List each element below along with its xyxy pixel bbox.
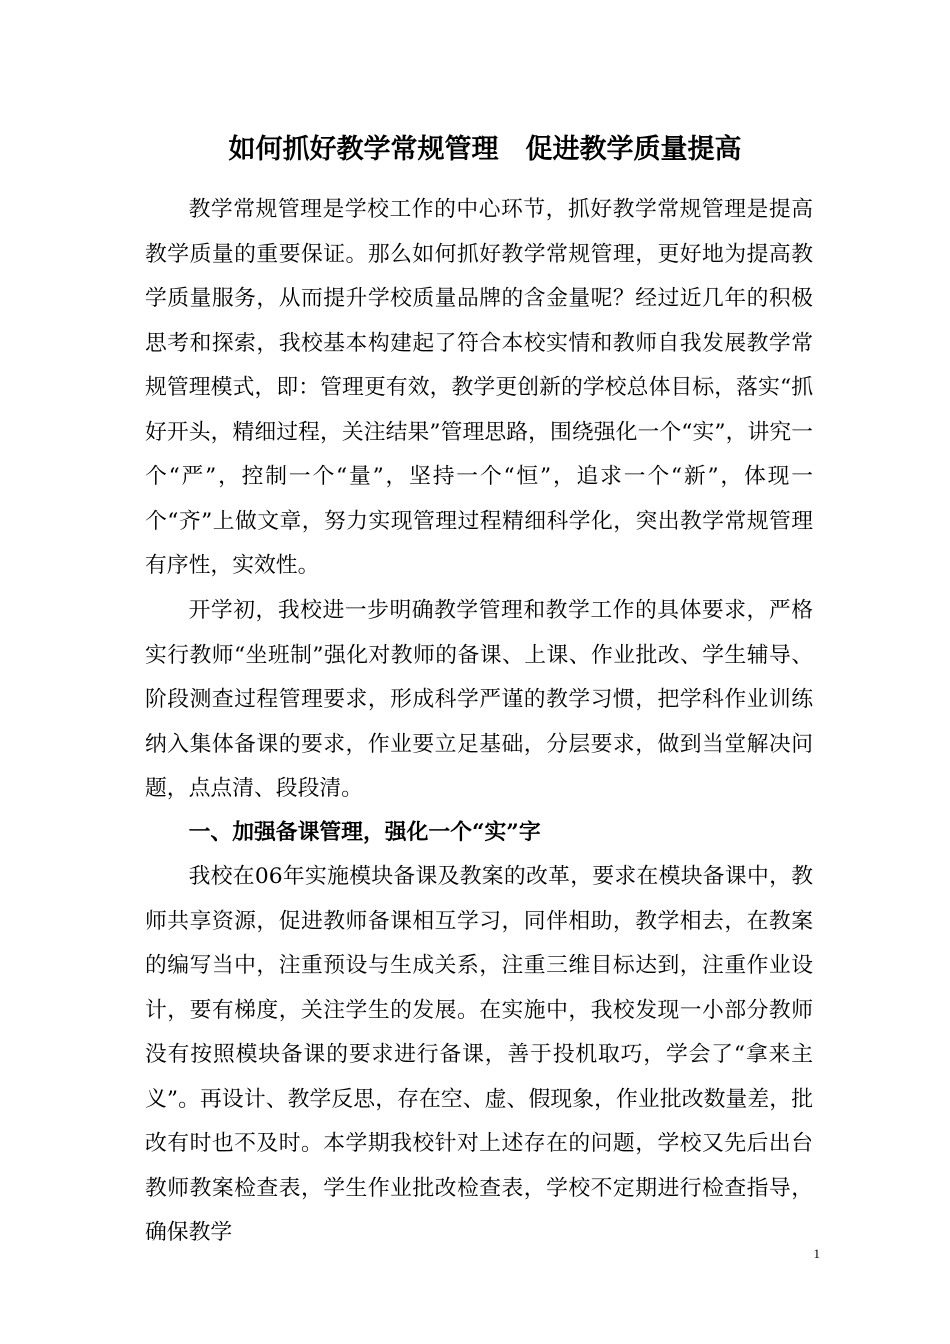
section-heading: 一、加强备课管理，强化一个“实”字 [188, 820, 541, 845]
document-title: 如何抓好教学常规管理 促进教学质量提高 [228, 134, 742, 165]
page-number: 1 [813, 1246, 820, 1261]
paragraph-lesson-prep: 我校在06年实施模块备课及教案的改革，要求在模块备课中，教师共享资源，促进教师备课相互学习，同伴相助，教学相去，在教案的编写当中，注重预设与生成关系，注重三维目标达到，注重作业设计，要有梯度，关注学生的发展。在实施中，我校发现一小部分教师没有按照模块备课的要求进行备课，善于投机取巧，学会了“拿来主义”。再设计、教学反思，存在空、虚、假现象，作业批改数量差，批改有时也不及时。本学期我校针对上述存在的问题，学校又先后出台教师教案检查表，学生作业批改检查表，学校不定期进行检查指导，确保教学 [145, 864, 813, 1245]
paragraph-semester-start: 开学初，我校进一步明确教学管理和教学工作的具体要求，严格实行教师“坐班制”强化对教师的备课、上课、作业批改、学生辅导、阶段测查过程管理要求，形成科学严谨的教学习惯，把学科作业训练纳入集体备课的要求，作业要立足基础，分层要求，做到当堂解决问题，点点清、段段清。 [145, 598, 813, 801]
paragraph-intro: 教学常规管理是学校工作的中心环节，抓好教学常规管理是提高教学质量的重要保证。那么如何抓好教学常规管理，更好地为提高教学质量服务，从而提升学校质量品牌的含金量呢？经过近几年的积极思考和探索，我校基本构建起了符合本校实情和教师自我发展教学常规管理模式，即：管理更有效，教学更创新的学校总体目标，落实“抓好开头，精细过程，关注结果”管理思路，围绕强化一个“实”，讲究一个“严”，控制一个“量”，坚持一个“恒”，追求一个“新”，体现一个“齐”上做文章，努力实现管理过程精细科学化，突出教学常规管理有序性，实效性。 [145, 197, 813, 578]
